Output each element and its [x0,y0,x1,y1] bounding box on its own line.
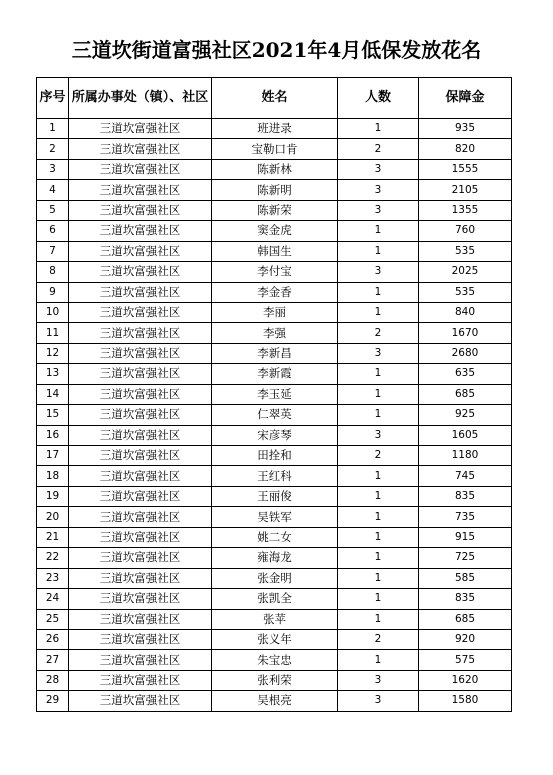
cell-office: 三道坎富强社区 [69,139,212,159]
cell-name: 王丽俊 [212,486,338,506]
cell-amount: 1620 [419,670,512,690]
table-row [37,323,512,343]
table-row [37,548,512,568]
table-row [37,609,512,629]
header-count: 人数 [338,78,419,119]
cell-amount: 925 [419,405,512,425]
cell-name: 仁翠英 [212,405,338,425]
cell-amount: 1670 [419,323,512,343]
table-row [37,180,512,200]
cell-amount: 2025 [419,262,512,282]
table-row [37,343,512,363]
table-row [37,221,512,241]
cell-name: 李金香 [212,282,338,302]
cell-index: 25 [37,609,69,629]
cell-office: 三道坎富强社区 [69,180,212,200]
cell-count: 1 [338,650,419,670]
cell-name: 李新霞 [212,364,338,384]
cell-office: 三道坎富强社区 [69,221,212,241]
table-row [37,119,512,139]
cell-count: 1 [338,466,419,486]
table-row [37,425,512,445]
cell-index: 28 [37,670,69,690]
cell-index: 26 [37,629,69,649]
cell-amount: 935 [419,119,512,139]
table-row [37,200,512,220]
cell-count: 1 [338,486,419,506]
cell-amount: 635 [419,364,512,384]
cell-amount: 920 [419,629,512,649]
cell-count: 3 [338,200,419,220]
cell-amount: 835 [419,486,512,506]
cell-office: 三道坎富强社区 [69,670,212,690]
table-row [37,364,512,384]
cell-amount: 585 [419,568,512,588]
cell-office: 三道坎富强社区 [69,262,212,282]
header-name: 姓名 [212,78,338,119]
cell-index: 29 [37,691,69,711]
cell-office: 三道坎富强社区 [69,159,212,179]
table-row [37,527,512,547]
cell-name: 班进录 [212,119,338,139]
cell-name: 张凯全 [212,589,338,609]
cell-index: 16 [37,425,69,445]
cell-name: 陈新林 [212,159,338,179]
cell-count: 1 [338,384,419,404]
table-row [37,670,512,690]
cell-office: 三道坎富强社区 [69,282,212,302]
allowance-table [36,77,512,712]
table-row [37,650,512,670]
cell-name: 李玉延 [212,384,338,404]
table-row [37,589,512,609]
cell-amount: 735 [419,507,512,527]
cell-office: 三道坎富强社区 [69,568,212,588]
cell-office: 三道坎富强社区 [69,527,212,547]
cell-name: 张利荣 [212,670,338,690]
cell-name: 姚二女 [212,527,338,547]
cell-amount: 820 [419,139,512,159]
cell-office: 三道坎富强社区 [69,405,212,425]
cell-index: 2 [37,139,69,159]
cell-name: 陈新荣 [212,200,338,220]
cell-name: 李丽 [212,302,338,322]
cell-office: 三道坎富强社区 [69,384,212,404]
cell-count: 1 [338,241,419,261]
cell-amount: 575 [419,650,512,670]
cell-amount: 760 [419,221,512,241]
cell-index: 15 [37,405,69,425]
cell-office: 三道坎富强社区 [69,425,212,445]
cell-office: 三道坎富强社区 [69,650,212,670]
cell-amount: 915 [419,527,512,547]
cell-amount: 535 [419,241,512,261]
cell-office: 三道坎富强社区 [69,691,212,711]
cell-name: 吴铁军 [212,507,338,527]
table-row [37,139,512,159]
cell-name: 李强 [212,323,338,343]
cell-name: 陈新明 [212,180,338,200]
cell-count: 2 [338,139,419,159]
cell-count: 3 [338,425,419,445]
cell-count: 2 [338,446,419,466]
table-row [37,466,512,486]
document-title: 三道坎街道富强社区2021年4月低保发放花名 [71,38,482,62]
cell-amount: 685 [419,609,512,629]
cell-count: 3 [338,262,419,282]
cell-index: 5 [37,200,69,220]
cell-amount: 685 [419,384,512,404]
cell-count: 1 [338,282,419,302]
cell-index: 12 [37,343,69,363]
cell-office: 三道坎富强社区 [69,302,212,322]
cell-office: 三道坎富强社区 [69,609,212,629]
cell-amount: 1180 [419,446,512,466]
cell-index: 3 [37,159,69,179]
table-row [37,691,512,711]
table-row [37,282,512,302]
cell-index: 14 [37,384,69,404]
table-header-row [37,78,512,119]
header-index: 序号 [37,78,69,119]
cell-count: 1 [338,405,419,425]
cell-office: 三道坎富强社区 [69,343,212,363]
cell-name: 雍海龙 [212,548,338,568]
cell-index: 20 [37,507,69,527]
cell-office: 三道坎富强社区 [69,507,212,527]
cell-amount: 840 [419,302,512,322]
cell-name: 宋彦琴 [212,425,338,445]
header-amount: 保障金 [419,78,512,119]
cell-name: 张金明 [212,568,338,588]
cell-amount: 725 [419,548,512,568]
cell-amount: 2105 [419,180,512,200]
cell-index: 23 [37,568,69,588]
cell-index: 4 [37,180,69,200]
cell-name: 窦金虎 [212,221,338,241]
cell-index: 27 [37,650,69,670]
cell-index: 13 [37,364,69,384]
table-row [37,486,512,506]
table-row [37,405,512,425]
cell-count: 1 [338,527,419,547]
cell-name: 张义年 [212,629,338,649]
table-row [37,446,512,466]
cell-office: 三道坎富强社区 [69,629,212,649]
cell-office: 三道坎富强社区 [69,323,212,343]
cell-amount: 1580 [419,691,512,711]
header-office: 所属办事处（镇）、社区 [69,78,212,119]
cell-office: 三道坎富强社区 [69,589,212,609]
cell-office: 三道坎富强社区 [69,486,212,506]
cell-count: 1 [338,119,419,139]
cell-index: 22 [37,548,69,568]
cell-count: 1 [338,221,419,241]
cell-count: 1 [338,364,419,384]
cell-name: 田拴和 [212,446,338,466]
table-row [37,568,512,588]
cell-index: 24 [37,589,69,609]
cell-count: 1 [338,568,419,588]
cell-index: 1 [37,119,69,139]
cell-count: 3 [338,343,419,363]
table-row [37,507,512,527]
cell-name: 宝勒口肯 [212,139,338,159]
cell-index: 17 [37,446,69,466]
cell-name: 李付宝 [212,262,338,282]
cell-count: 1 [338,609,419,629]
cell-office: 三道坎富强社区 [69,446,212,466]
cell-office: 三道坎富强社区 [69,200,212,220]
cell-index: 11 [37,323,69,343]
cell-name: 韩国生 [212,241,338,261]
table-row [37,302,512,322]
cell-name: 王红科 [212,466,338,486]
cell-name: 朱宝忠 [212,650,338,670]
cell-name: 吴根亮 [212,691,338,711]
cell-amount: 1555 [419,159,512,179]
table-row [37,629,512,649]
cell-amount: 2680 [419,343,512,363]
cell-count: 3 [338,670,419,690]
cell-office: 三道坎富强社区 [69,364,212,384]
cell-count: 3 [338,691,419,711]
cell-index: 21 [37,527,69,547]
table-body [37,119,512,712]
cell-index: 7 [37,241,69,261]
cell-count: 3 [338,180,419,200]
cell-index: 19 [37,486,69,506]
cell-index: 8 [37,262,69,282]
cell-count: 1 [338,507,419,527]
cell-index: 6 [37,221,69,241]
cell-amount: 745 [419,466,512,486]
cell-count: 2 [338,629,419,649]
table-row [37,384,512,404]
cell-index: 9 [37,282,69,302]
table-row [37,241,512,261]
cell-office: 三道坎富强社区 [69,548,212,568]
table-row [37,262,512,282]
cell-amount: 835 [419,589,512,609]
cell-name: 张苹 [212,609,338,629]
cell-office: 三道坎富强社区 [69,466,212,486]
table-row [37,159,512,179]
cell-count: 1 [338,302,419,322]
cell-count: 3 [338,159,419,179]
cell-office: 三道坎富强社区 [69,241,212,261]
cell-amount: 1355 [419,200,512,220]
cell-office: 三道坎富强社区 [69,119,212,139]
cell-count: 2 [338,323,419,343]
cell-count: 1 [338,589,419,609]
cell-name: 李新昌 [212,343,338,363]
cell-index: 18 [37,466,69,486]
cell-amount: 1605 [419,425,512,445]
cell-count: 1 [338,548,419,568]
cell-index: 10 [37,302,69,322]
cell-amount: 535 [419,282,512,302]
